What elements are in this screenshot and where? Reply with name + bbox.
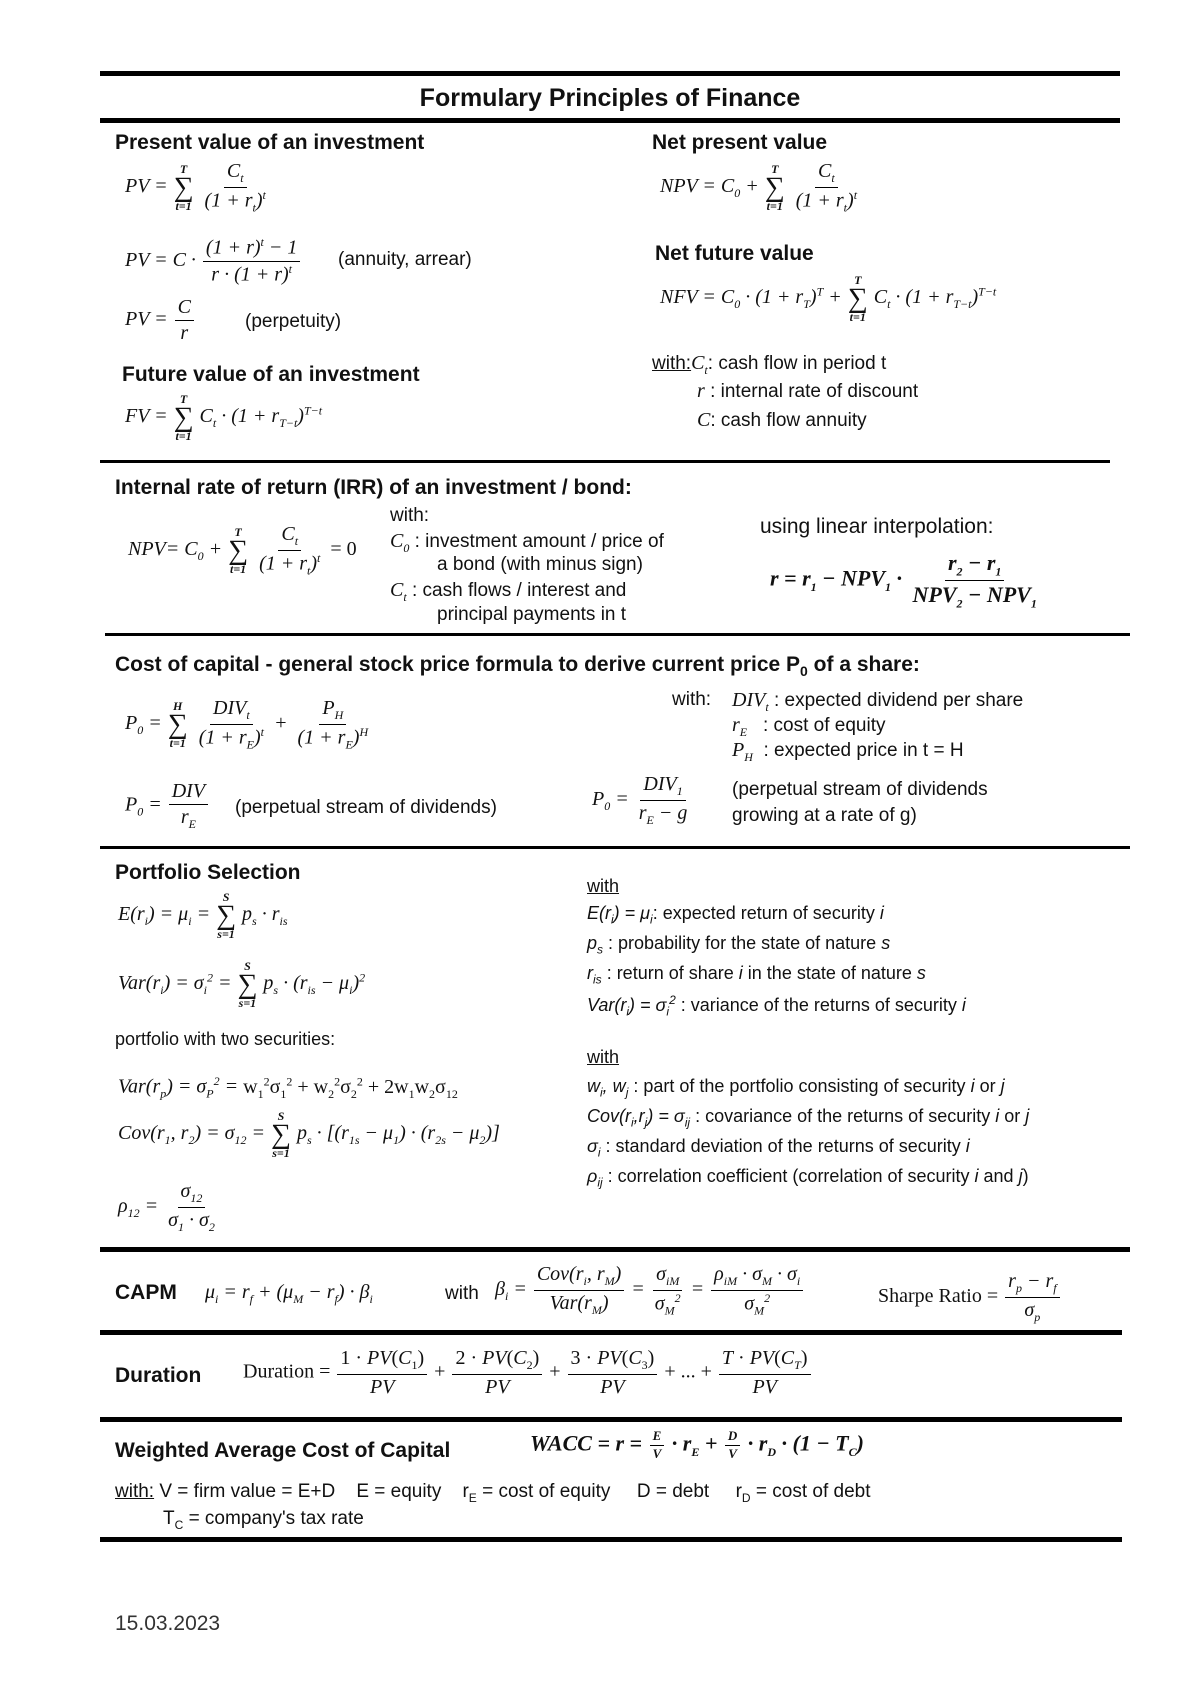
irr-ct: $C_t$ : cash flows / interest and — [390, 579, 627, 604]
fv-heading: Future value of an investment — [122, 363, 420, 386]
correlation-formula: $\rho_{12}$ = $\frac{\sigma_{12}}{\sigma_1 \cdot \sigma_2}$ — [118, 1180, 215, 1234]
wacc-rd: = cost of debt — [755, 1481, 871, 1502]
legend-c: C: cash flow annuity — [697, 409, 867, 431]
expected-return-formula: $E(r_i) = \mu_i$ = S ∑ s=1 $p_s \cdot r_{is}$ — [118, 890, 288, 942]
wacc-e: E = equity — [356, 1481, 442, 1502]
irr-ct-text: : cash flows / interest and — [411, 580, 627, 601]
portfolio-with1: with — [587, 876, 620, 896]
legend-m2: : covariance of the returns of security — [695, 1106, 991, 1126]
nfv-formula: NFV = $C_0 \cdot (1 + r_T)^T$ + T ∑ t=1 $C_t \cdot (1 + r_{T-t})^{T-t}$ — [660, 273, 997, 325]
legend-expected-return: $E(r_i) = \mu_i$: expected return of security i — [587, 903, 884, 927]
covariance-formula: $Cov(r_1$, $r_2) = \sigma_{12}$ = S ∑ s=1 $p_s \cdot [(r_{1s} - \mu_1) \cdot (r_{2s} - \mu_2)]$ — [118, 1109, 500, 1161]
portfolio-heading: Portfolio Selection — [115, 861, 301, 884]
interp-formula: $r = r_1 - NPV_1$ · $\frac{r_2 - r_1}{NPV_2 - NPV_1}$ — [770, 550, 1037, 611]
legend-probability: $p_s$ : probability for the state of nature s — [587, 933, 891, 957]
capm-heading: CAPM — [115, 1281, 177, 1304]
pv-annuity-formula: PV = C · $\frac{(1 + r)^t - 1}{r \cdot (1 + r)^t}$ — [125, 236, 302, 286]
legend-weights: $w_i$, $w_j$ : part of the portfolio consisting of security i or j — [587, 1076, 1005, 1100]
legend-return-share: $r_{is}$ : return of share i in the state of nature s — [587, 963, 926, 987]
capm-formula: $\mu_i = r_f + (\mu_M - r_f) \cdot \beta_i$ — [205, 1281, 373, 1306]
coc-re-text: : cost of equity — [762, 715, 886, 736]
section-rule-4 — [100, 1247, 1130, 1252]
title-rule — [100, 118, 1120, 123]
wacc-re: = cost of equity — [482, 1481, 611, 1502]
two-securities-label: portfolio with two securities: — [115, 1029, 336, 1049]
beta-formula: $\beta_i$ = $\frac{Cov(r_i, r_M)}{Var(r_M)}$ = $\frac{\sigma_{iM}}{\sigma_M^2}$ = $\frac{\rho_{iM} \cdot \sigma_M \cdot \sigma_i}{\sigma_M^2}$ — [495, 1263, 805, 1318]
coc-div-text: : expected dividend per share — [773, 690, 1024, 711]
irr-c0-text: : investment amount / price of — [414, 531, 664, 552]
legend-correlation: $\rho_{ij}$ : correlation coefficient (correlation of security i and j) — [587, 1166, 1029, 1190]
coc-re: $r_E$ : cost of equity — [732, 714, 886, 739]
coc-formula: $P_0$ = H ∑ t=1 $\frac{DIV_t}{(1 + r_E)^t}$ + $\frac{P_H}{(1 + r_E)^H}$ — [125, 697, 369, 752]
section-rule-6 — [100, 1417, 1122, 1422]
coc-with: with: — [672, 689, 712, 710]
wacc-tc: $T_C$ = company's tax rate — [163, 1508, 364, 1532]
coc-growth-note1: (perpetual stream of dividends — [732, 779, 988, 800]
legend-m3: : standard deviation of the returns of security — [605, 1136, 961, 1156]
portfolio-with2: with — [587, 1047, 620, 1067]
legend-l4: : variance of the returns of security — [680, 995, 957, 1015]
coc-ph-text: : expected price in t = H — [763, 740, 964, 761]
wacc-v: V = firm value = E+D — [159, 1481, 336, 1502]
interp-label: using linear interpolation: — [760, 515, 994, 538]
legend-m1: : part of the portfolio consisting of security — [633, 1076, 966, 1096]
section-rule-2 — [105, 633, 1130, 636]
page-title: Formulary Principles of Finance — [419, 84, 801, 112]
wacc-tc-text: = company's tax rate — [188, 1508, 364, 1529]
wacc-formula: WACC = r = $\frac{E}{V}$ · $r_E$ + $\frac{D}{V}$ · $r_D \cdot (1 - T_C)$ — [530, 1428, 864, 1461]
legend-l2: : probability for the state of nature — [608, 933, 877, 953]
coc-growth-formula: $P_0$ = $\frac{DIV_1}{r_E - g}$ — [592, 773, 688, 827]
legend-m1b: or — [979, 1076, 996, 1096]
coc-heading — [115, 653, 920, 679]
nfv-heading: Net future value — [655, 242, 814, 265]
legend-stddev: $\sigma_i$ : standard deviation of the returns of security i — [587, 1136, 970, 1160]
top-rule — [100, 71, 1120, 76]
legend-variance: $Var(r_i) = \sigma_i^2$ : variance of the returns of security i — [587, 993, 966, 1019]
portfolio-variance-formula: $Var(r_p) = \sigma_P^2 = w_1^2\sigma_1^2 + w_2^2\sigma_2^2 + 2w_1w_2\sigma_{12}$ — [118, 1074, 458, 1101]
irr-with: with: — [390, 505, 430, 526]
section-rule-5 — [100, 1330, 1122, 1335]
coc-perp-note: (perpetual stream of dividends) — [235, 797, 497, 818]
sharpe-label: Sharpe Ratio — [878, 1284, 982, 1307]
date: 15.03.2023 — [115, 1612, 221, 1635]
section-rule-1 — [100, 460, 1110, 463]
duration-heading: Duration — [115, 1364, 202, 1387]
annuity-note: (annuity, arrear) — [338, 249, 472, 270]
coc-heading-text: Cost of capital - general stock price formula to derive current price P — [115, 653, 801, 676]
irr-c0-line2: a bond (with minus sign) — [437, 554, 643, 575]
duration-label: Duration — [243, 1360, 315, 1383]
irr-formula: $NPV= C_0$ + T ∑ t=1 $\frac{C_t}{(1 + r_t)^t}$ = 0 — [128, 523, 357, 578]
bottom-rule — [100, 1537, 1122, 1542]
wacc-with: with: — [115, 1481, 155, 1502]
legend-l3b: in the state of nature — [747, 963, 912, 983]
legend-m4b: and — [983, 1166, 1014, 1186]
legend-r-text: : internal rate of discount — [710, 381, 919, 402]
legend-r: r : internal rate of discount — [697, 380, 919, 402]
duration-formula: Duration = $\frac{1 \cdot PV(C_1)}{PV}$ + $\frac{2 \cdot PV(C_2)}{PV}$ + $\frac{3 \cdot PV(C_3)}{PV}$ + ... + $\frac{T \cdot PV(C_T)}{PV}$ — [243, 1347, 813, 1399]
npv-formula: NPV = $C_0$ + T ∑ t=1 $\frac{C_t}{(1 + r_t)^t}$ — [660, 160, 858, 215]
coc-heading-end: of a share: — [807, 653, 920, 676]
legend-with: with: — [652, 353, 692, 374]
legend-c-text: : cash flow annuity — [710, 410, 867, 431]
variance-formula: $Var(r_i) = \sigma_i^2$ = S ∑ s=1 $p_s \cdot (r_{is} - \mu_i)^2$ — [118, 959, 366, 1011]
legend-covariance: $Cov(r_i,r_j) = \sigma_{ij}$ : covariance of the returns of security i or j — [587, 1106, 1030, 1130]
sharpe-formula: Sharpe Ratio = $\frac{r_p - r_f}{\sigma_p}$ — [878, 1270, 1062, 1325]
npv-heading: Net present value — [652, 131, 828, 154]
legend-m4: : correlation coefficient (correlation of security — [607, 1166, 970, 1186]
irr-c0: $C_0$ : investment amount / price of — [390, 530, 664, 555]
perpetuity-note: (perpetuity) — [245, 311, 342, 332]
pv-perpetuity-formula: PV = $\frac{C}{r}$ — [125, 296, 196, 345]
legend-ct-text: : cash flow in period t — [707, 353, 887, 374]
coc-heading-sub: 0 — [800, 663, 808, 680]
pv-formula: PV = T ∑ t=1 $\frac{C_t}{(1 + r_t)^t}$ — [125, 160, 266, 215]
wacc-d: D = debt — [636, 1481, 710, 1502]
section-rule-3 — [100, 846, 1130, 849]
irr-heading: Internal rate of return (IRR) of an investment / bond: — [115, 476, 632, 499]
legend-l1: : expected return of security — [652, 903, 875, 923]
coc-growth-note2: growing at a rate of g) — [732, 805, 917, 826]
coc-div: $DIV_t$ : expected dividend per share — [732, 689, 1024, 714]
wacc-legend: with: V = firm value = E+D E = equity $r_E = \cos t$ of equity D = debt $r_D = \cos t$ of debt — [115, 1481, 871, 1505]
legend-ct: $with:C_t$: cash flow in period t — [652, 352, 887, 377]
legend-l3: : return of share — [606, 963, 734, 983]
coc-perp-formula: $P_0$ = $\frac{\text{DIV}}{r_E}$ — [125, 780, 210, 832]
pv-heading: Present value of an investment — [115, 131, 425, 154]
irr-ct-line2: principal payments in t — [437, 604, 627, 625]
wacc-heading: Weighted Average Cost of Capital — [115, 1439, 451, 1462]
fv-formula: FV = T ∑ t=1 $C_t \cdot (1 + r_{T-t})^{T-t}$ — [125, 392, 323, 444]
coc-ph: $P_H$ : expected price in t = H — [732, 739, 964, 764]
capm-with: with — [445, 1283, 479, 1304]
